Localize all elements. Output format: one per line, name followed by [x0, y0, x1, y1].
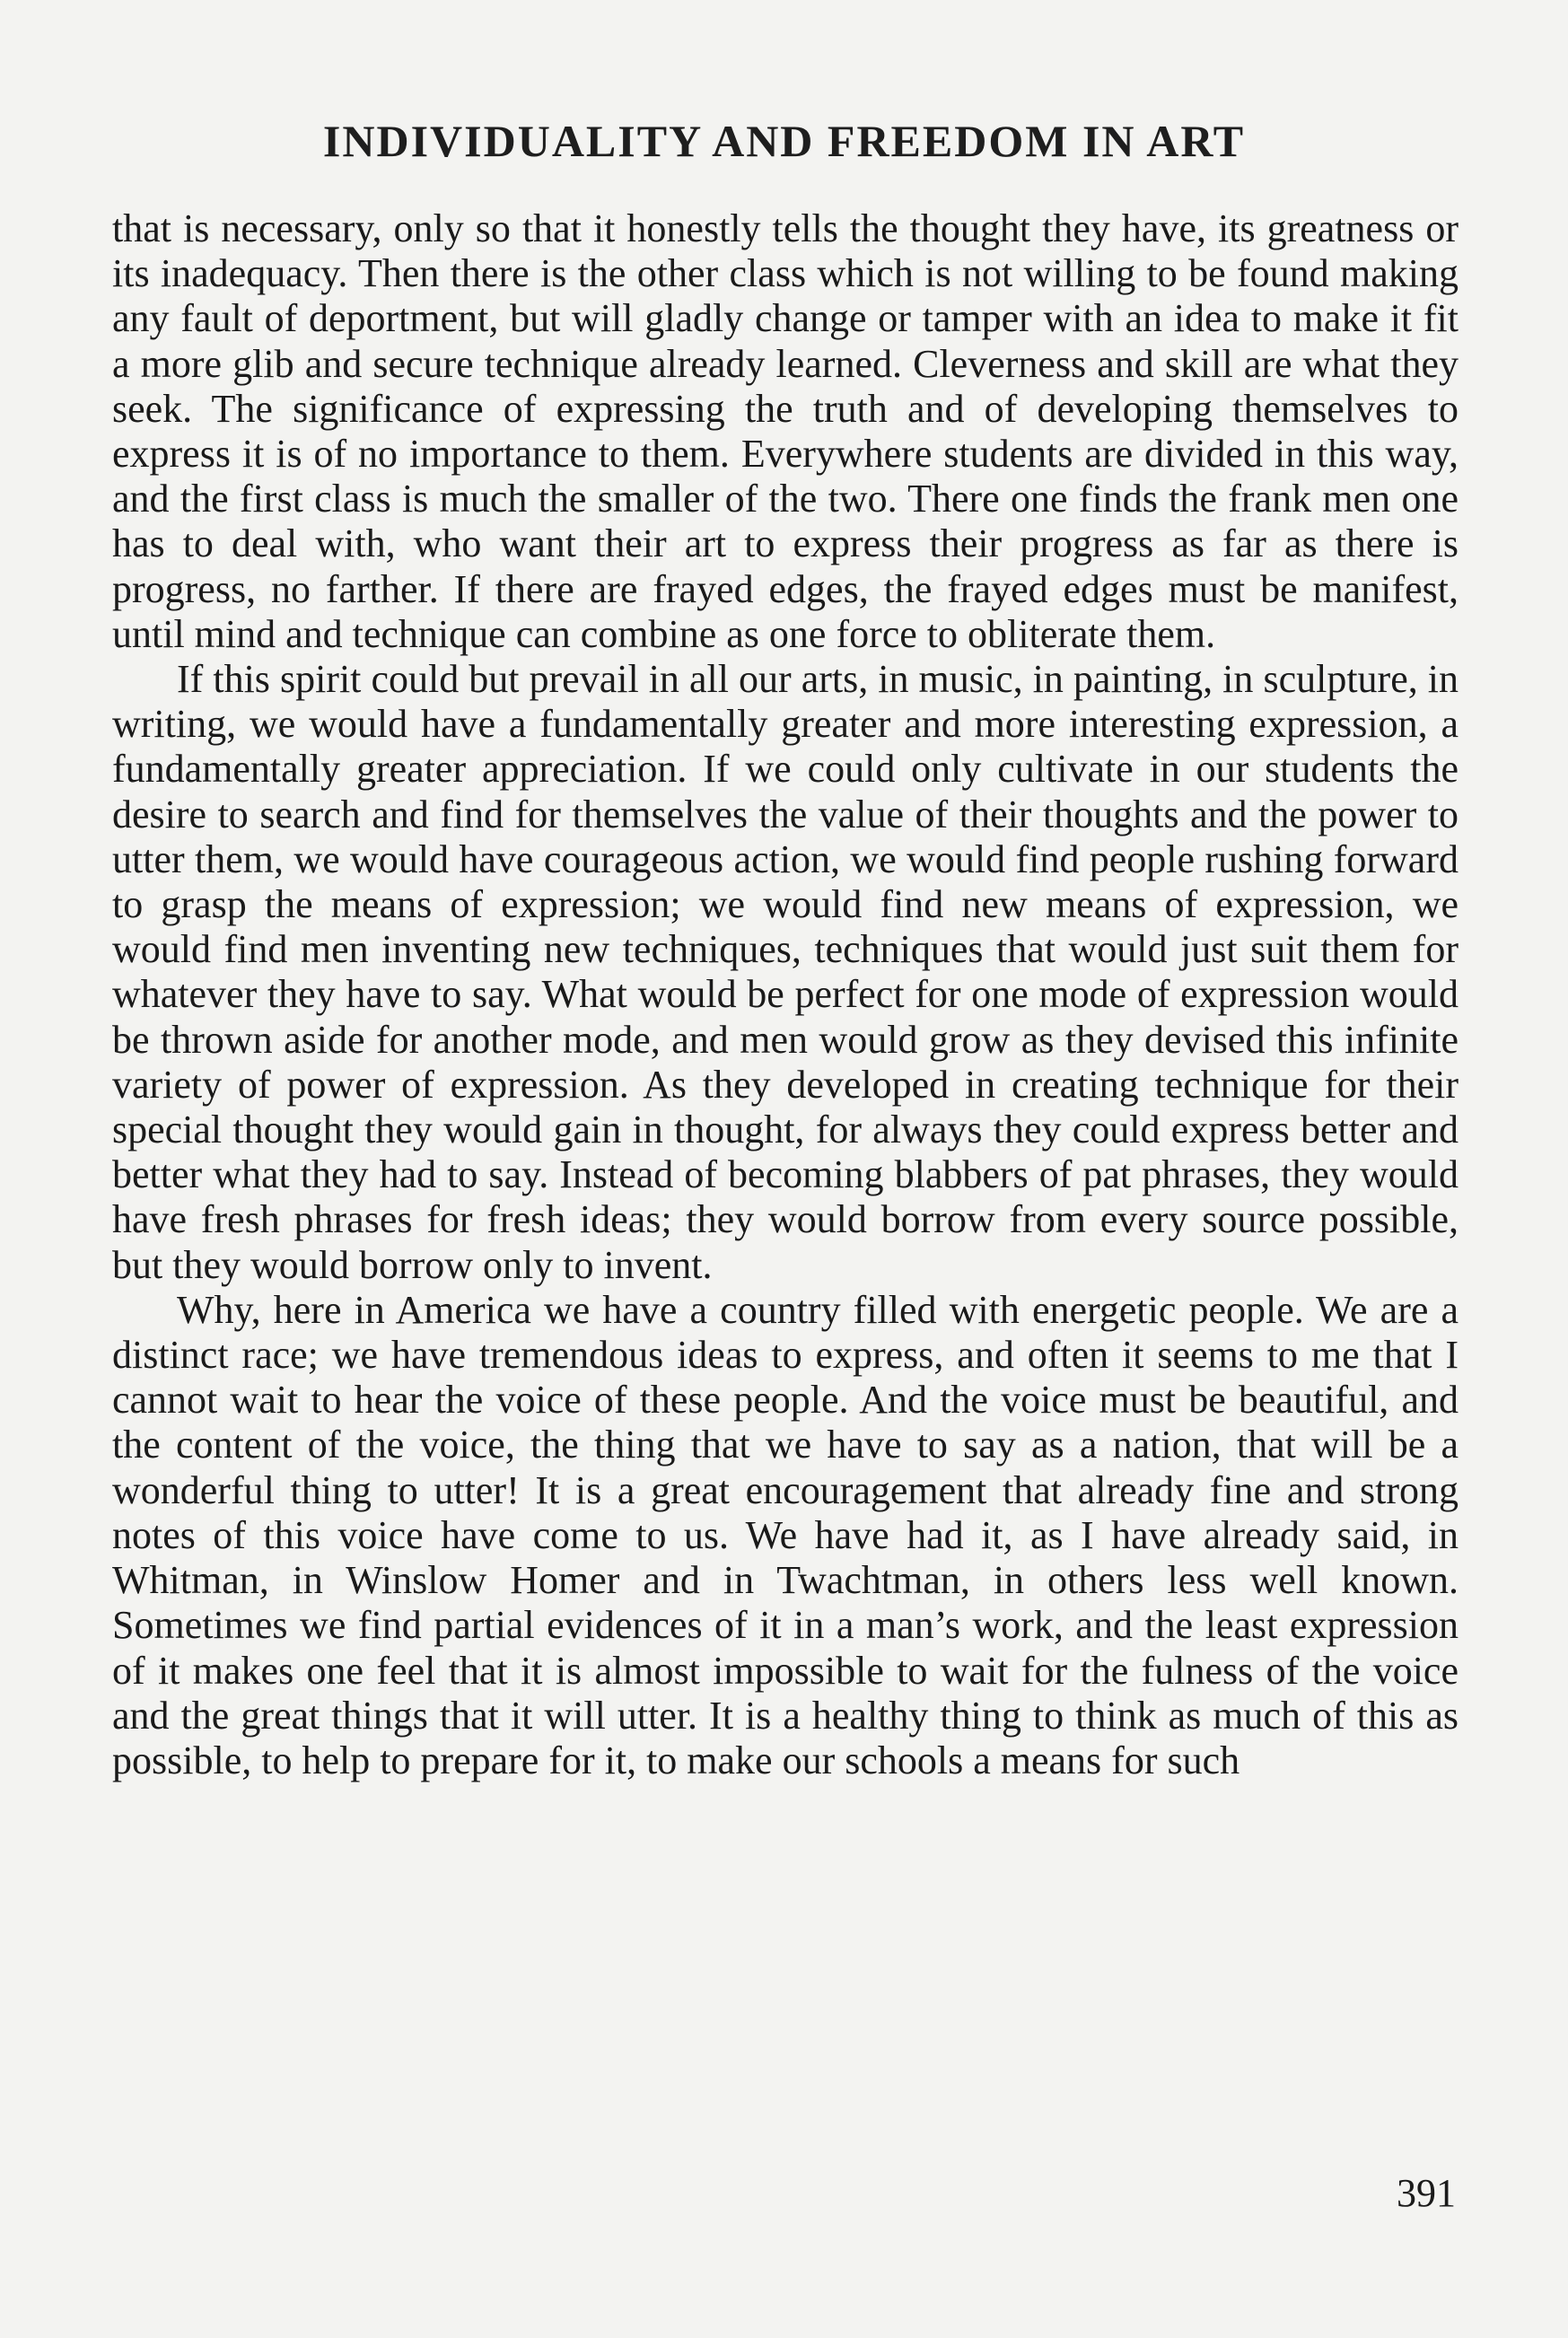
paragraph-continued: that is necessary, only so that it honestly tells the thought they have, its greatness or its inadequacy. Then there is the other class which is not willing to be found making any fault of deportment, but will gladly change or tamper with an idea to make it fit a more glib and secure technique already learned. Cleverness and skill are what they seek. The significance of expressing the truth and of developing themselves to express it is of no importance to them. Everywhere students are divided in this way, and the first class is much the smaller of the two. There one finds the frank men one has to deal with, who want their art to express their progress as far as there is progress, no farther. If there are frayed edges, the frayed edges must be manifest, until mind and technique can combine as one force to obliterate them.: [112, 206, 1459, 656]
paragraph-spirit: If this spirit could but prevail in all our arts, in music, in painting, in sculpture, in writing, we would have a fundamentally greater and more interesting expression, a fundamentally greater appreciation. If we could only cultivate in our students the desire to search and find for themselves the value of their thoughts and the power to utter them, we would have courageous action, we would find people rushing forward to grasp the means of expression; we would find new means of expression, we would find men inventing new techniques, techniques that would just suit them for whatever they have to say. What would be perfect for one mode of expression would be thrown aside for another mode, and men would grow as they devised this infinite variety of power of expression. As they developed in creating technique for their special thought they would gain in thought, for always they could express better and better what they had to say. Instead of becoming blabbers of pat phrases, they would have fresh phrases for fresh ideas; they would borrow from every source possible, but they would borrow only to invent.: [112, 657, 1459, 1287]
paragraph-america: Why, here in America we have a country filled with energetic people. We are a distinct race; we have tremendous ideas to express, and often it seems to me that I cannot wait to hear the voice of these people. And the voice must be beautiful, and the content of the voice, the thing that we have to say as a nation, that will be a wonderful thing to utter! It is a great encouragement that already fine and strong notes of this voice have come to us. We have had it, as I have already said, in Whitman, in Winslow Homer and in Twachtman, in others less well known. Sometimes we find partial evidences of it in a man’s work, and the least expression of it makes one feel that it is almost impossible to wait for the fulness of the voice and the great things that it will utter. It is a healthy thing to think as much of this as possible, to help to prepare for it, to make our schools a means for such: [112, 1287, 1459, 1782]
page-number: 391: [1397, 2171, 1456, 2215]
running-head-title: INDIVIDUALITY AND FREEDOM IN ART: [322, 116, 1246, 166]
body-text: [112, 206, 1459, 1783]
